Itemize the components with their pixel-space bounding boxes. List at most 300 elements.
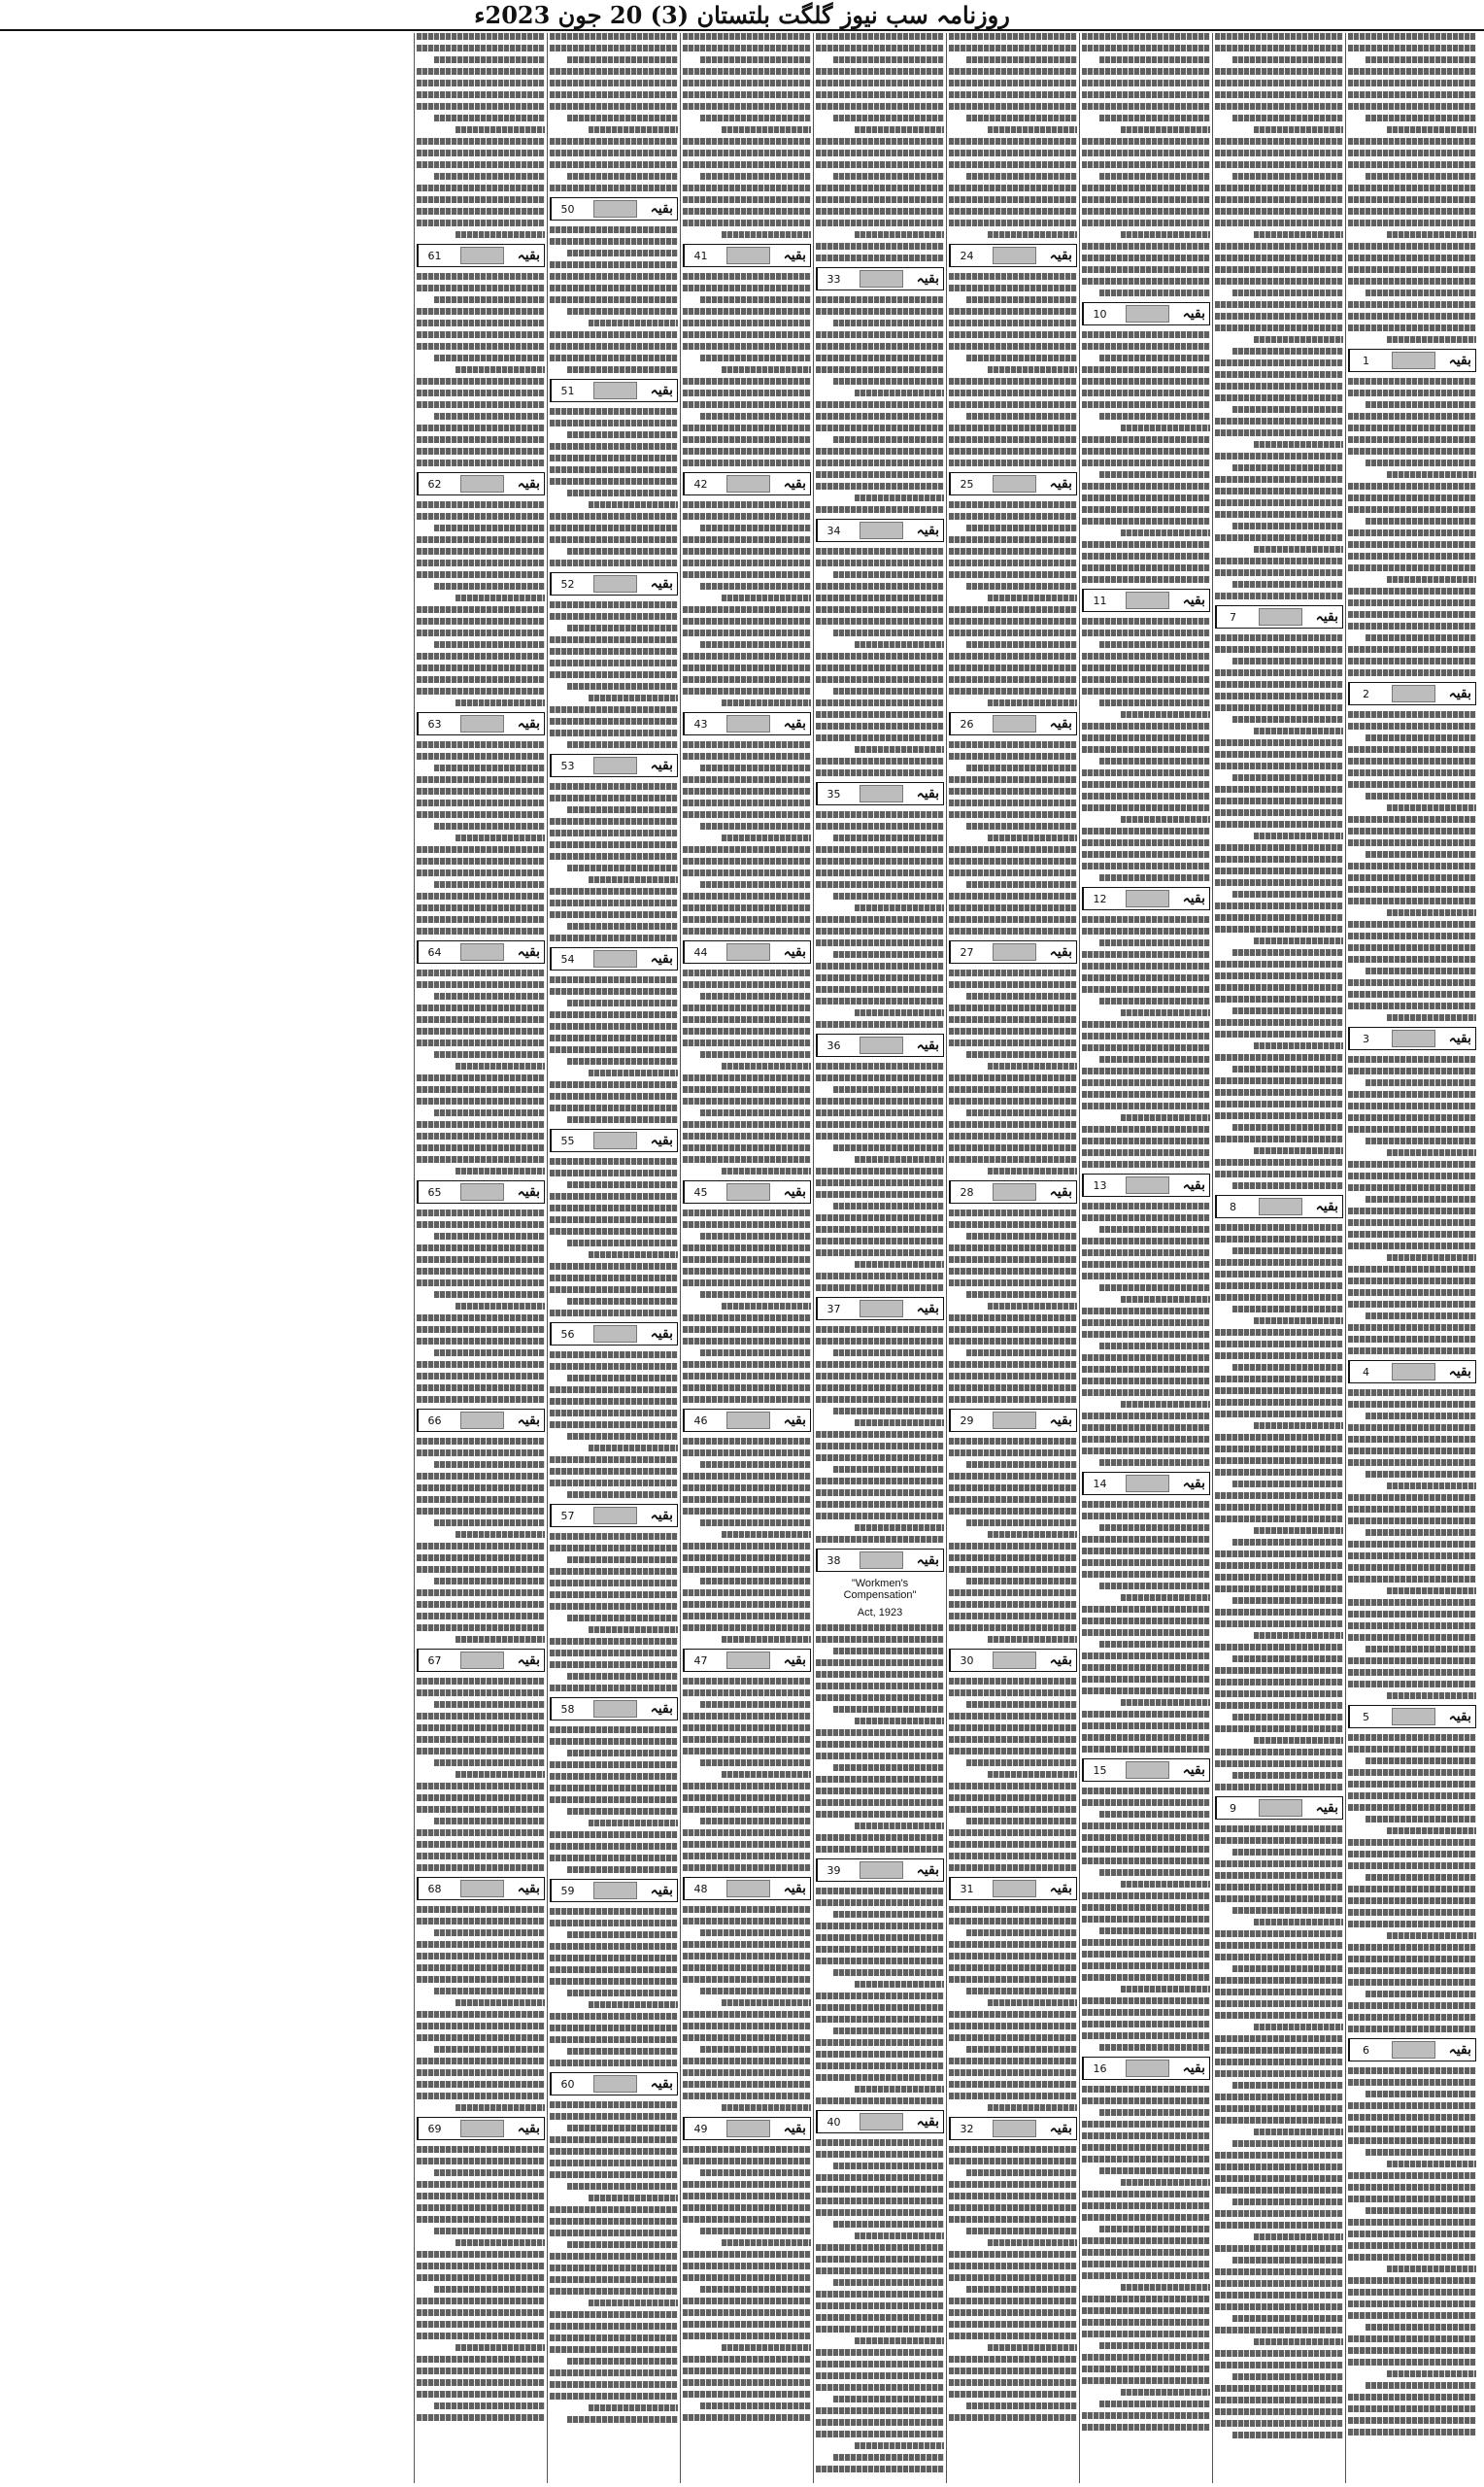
text-line [1215,926,1343,933]
continued-label: بقیہ [650,1701,673,1717]
text-line [455,2239,545,2246]
text-line [816,1683,944,1689]
continued-box [949,712,1077,735]
text-line [434,881,545,888]
text-line [1082,2132,1210,2139]
text-line [683,1221,811,1228]
text-line [417,1601,545,1608]
text-line [1366,1646,1476,1652]
text-line [683,981,811,988]
text-line [1121,2284,1210,2291]
text-line [1366,1874,1476,1881]
text-line [550,1386,678,1393]
text-line [1366,1196,1476,1203]
continued-label: بقیہ [1049,2121,1072,2136]
continued-bar [460,715,504,732]
text-line [1348,68,1476,75]
text-line [722,1531,811,1538]
text-line [1215,1089,1343,1096]
text-line [1082,839,1210,846]
text-line [949,1508,1077,1515]
text-line [1348,1103,1476,1109]
text-line [1082,723,1210,730]
text-line [683,1028,811,1035]
continued-bar [993,2120,1036,2137]
text-line [1348,1126,1476,1133]
text-line [1387,1482,1476,1489]
text-line [1348,1979,1476,1986]
continued-bar [726,943,770,961]
text-line [855,494,944,501]
text-line [683,653,811,660]
text-line [1348,1839,1476,1846]
text-line [417,1074,545,1081]
text-line [1348,2002,1476,2009]
text-line [1082,974,1210,981]
text-line [1215,1954,1343,1960]
continued-number: 39 [817,1859,850,1881]
text-line [417,320,545,326]
text-line [1348,1506,1476,1513]
text-line [949,1156,1077,1163]
text-line [550,671,678,678]
continued-label: بقیہ [916,271,939,287]
text-line [1082,769,1210,776]
text-line [683,1964,811,1971]
text-line [683,1613,811,1619]
text-line [816,1191,944,1198]
text-line [722,2239,811,2246]
text-line [1215,2268,1343,2275]
text-line [1215,2362,1343,2368]
text-line [1254,231,1343,238]
text-line [1232,2257,1343,2264]
text-line [434,1759,545,1766]
text-line [949,1853,1077,1859]
text-line [949,68,1077,75]
text-line [589,1820,678,1826]
text-line [683,103,811,110]
text-line [816,711,944,718]
continued-box [816,1858,944,1882]
text-line [949,1314,1077,1321]
continued-number: 51 [551,380,584,401]
text-line [1215,2035,1343,2042]
continued-number: 66 [418,1410,451,1431]
text-line [1348,33,1476,40]
text-line [550,648,678,655]
text-line [683,1566,811,1573]
text-line [1348,2137,1476,2144]
text-line [589,501,678,508]
continued-label: بقیہ [1182,306,1205,322]
continued-label: بقیہ [650,2076,673,2092]
text-line [417,1209,545,1216]
text-line [1232,2198,1343,2205]
text-line [949,1438,1077,1445]
text-line [1348,448,1476,455]
text-line [1082,243,1210,250]
text-line [434,296,545,303]
text-line [1082,150,1210,156]
text-line [816,2039,944,2046]
text-line [1232,581,1343,588]
text-line [988,126,1077,133]
text-line [1082,494,1210,501]
text-line [550,513,678,520]
continued-label: بقیہ [1448,1364,1471,1380]
text-line [417,343,545,350]
text-line [1215,903,1343,909]
text-line [949,208,1077,215]
text-line [1215,1825,1343,1832]
continued-box [1215,1796,1343,1820]
text-line [1215,1294,1343,1301]
text-line [949,1373,1077,1380]
text-line [1387,1014,1476,1021]
text-line [1099,1284,1210,1291]
text-line [683,664,811,671]
text-line [949,91,1077,98]
text-line [1348,1389,1476,1396]
text-line [816,2372,944,2379]
text-line [855,390,944,396]
masthead-title: روزنامہ سب نیوز گلگت بلتستان (3) 20 جون 2023ء [0,0,1484,31]
text-line [434,583,545,590]
continued-box [550,197,678,221]
text-line [816,138,944,145]
text-line [949,460,1077,466]
text-line [417,664,545,671]
text-line [816,2302,944,2309]
text-line [1215,2094,1343,2100]
text-line [1254,441,1343,448]
text-line [683,513,811,520]
text-line [816,1958,944,1964]
text-line [550,1533,678,1540]
text-line [816,1226,944,1233]
text-line [1232,290,1343,296]
continued-number: 4 [1349,1361,1382,1382]
text-line [816,196,944,203]
text-line [1348,944,1476,951]
text-line [949,904,1077,911]
text-line [683,618,811,625]
text-line [1215,2222,1343,2229]
text-line [567,625,678,631]
text-line [1348,1781,1476,1788]
text-line [1254,2338,1343,2345]
text-line [1348,161,1476,168]
text-line [949,2216,1077,2223]
text-line [417,1086,545,1093]
text-line [417,273,545,280]
continued-bar [726,715,770,732]
text-line [550,2206,678,2213]
continued-label: بقیہ [517,1881,540,1896]
text-line [1082,1788,1210,1794]
continued-box [1348,682,1476,705]
text-line [1215,1504,1343,1511]
text-line [1254,546,1343,553]
text-line [816,998,944,1005]
text-line [1099,1927,1210,1934]
text-line [417,1829,545,1836]
text-line [1254,1042,1343,1049]
text-line [1082,1664,1210,1671]
text-line [949,2146,1077,2153]
text-line [683,1449,811,1456]
text-line [1082,506,1210,513]
text-line [1215,1644,1343,1651]
text-line [722,1063,811,1070]
text-line [1082,618,1210,625]
text-line [683,1678,811,1685]
text-line [1348,2079,1476,2086]
text-line [1348,266,1476,273]
text-line [949,2321,1077,2328]
text-line [683,1473,811,1480]
text-line [1254,1527,1343,1534]
text-line [434,1109,545,1116]
text-line [816,2186,944,2193]
text-line [949,1144,1077,1151]
continued-bar [860,522,903,539]
text-line [434,173,545,180]
text-line [1348,255,1476,261]
continued-box [550,1504,678,1527]
continued-bar [726,1183,770,1201]
text-line [1082,518,1210,525]
text-line [1387,576,1476,583]
text-line [949,741,1077,748]
text-line [683,2298,811,2304]
text-line [949,2263,1077,2269]
text-line [1082,2009,1210,2016]
text-line [683,846,811,853]
news-column [1345,33,1478,2483]
text-line [1215,2070,1343,2077]
text-line [1099,1343,1210,1349]
continued-bar [860,2113,903,2130]
text-line [434,1988,545,1994]
text-line [550,1310,678,1316]
text-line [683,80,811,86]
text-line [1215,1271,1343,1278]
text-line [1215,569,1343,576]
text-line [417,1098,545,1105]
continued-bar [593,1882,637,1899]
text-line [417,1396,545,1403]
text-line [816,1993,944,1999]
text-line [1082,1238,1210,1244]
text-line [1348,390,1476,396]
text-line [949,1724,1077,1731]
text-line [855,1524,944,1531]
text-line [1232,464,1343,471]
text-line [417,970,545,976]
text-line [1082,1513,1210,1519]
text-line [550,2101,678,2108]
text-line [1082,2272,1210,2279]
text-line [949,1941,1077,1948]
text-line [550,150,678,156]
text-line [833,571,944,578]
text-line [1121,1699,1210,1706]
text-line [1254,833,1343,839]
text-line [949,2298,1077,2304]
continued-box [816,1034,944,1057]
text-line [455,595,545,601]
text-line [1348,45,1476,51]
text-line [700,2286,811,2293]
text-line [1215,1171,1343,1177]
text-line [700,1461,811,1468]
text-line [966,993,1077,1000]
text-line [1082,1079,1210,1086]
text-line [1348,1897,1476,1904]
continued-label: بقیہ [1182,891,1205,906]
text-line [417,1473,545,1480]
text-line [855,2232,944,2239]
text-line [550,343,678,350]
text-line [567,308,678,315]
text-line [816,653,944,660]
text-line [567,1866,678,1873]
continued-box [949,472,1077,495]
text-line [550,1761,678,1768]
continued-box [1348,1027,1476,1050]
text-line [1215,1376,1343,1382]
text-line [1348,991,1476,998]
continued-number: 10 [1083,303,1116,324]
text-line [417,1384,545,1391]
continued-box [949,1180,1077,1204]
text-line [1215,453,1343,460]
text-line [966,2286,1077,2293]
text-line [949,1256,1077,1263]
text-line [417,1144,545,1151]
text-line [1348,839,1476,846]
continued-number: 63 [418,713,451,734]
text-line [1082,448,1210,455]
text-line [816,80,944,86]
text-line [1082,828,1210,835]
continued-box [683,1649,811,1672]
text-line [550,2025,678,2031]
text-line [816,2139,944,2146]
text-line [1082,1331,1210,1338]
text-line [550,2136,678,2143]
text-line [966,525,1077,531]
text-line [1215,868,1343,874]
continued-bar [460,1412,504,1429]
text-line [417,91,545,98]
text-line [1366,1991,1476,1997]
text-line [683,2321,811,2328]
text-line [567,2183,678,2190]
continued-label: بقیہ [1448,686,1471,701]
text-line [1215,2047,1343,2054]
text-line [683,560,811,566]
text-line [417,1794,545,1801]
text-line [949,1016,1077,1023]
text-line [833,1203,944,1209]
text-line [550,888,678,895]
text-line [1082,1354,1210,1361]
text-line [1215,634,1343,641]
text-line [417,513,545,520]
text-line [417,1005,545,1011]
text-line [1082,1904,1210,1911]
text-line [1387,1692,1476,1699]
text-line [949,1976,1077,1983]
text-line [1099,1583,1210,1589]
text-line [700,2228,811,2234]
text-line [1082,951,1210,958]
text-line [816,858,944,865]
text-line [1348,2126,1476,2132]
text-line [589,695,678,701]
text-line [816,1671,944,1678]
text-line [1082,220,1210,226]
text-line [1215,1259,1343,1266]
text-line [1082,366,1210,373]
continued-label: بقیہ [650,1326,673,1342]
text-line [1215,2245,1343,2252]
continued-bar [726,1880,770,1897]
text-line [949,1338,1077,1345]
text-line [1387,1932,1476,1939]
text-line [1215,1609,1343,1616]
text-line [683,1338,811,1345]
text-line [1215,2408,1343,2415]
text-line [417,1121,545,1128]
text-line [722,366,811,373]
text-line [1099,1641,1210,1648]
news-column [946,33,1079,2483]
text-line [550,1591,678,1598]
continued-number: 2 [1349,683,1382,704]
text-line [816,1431,944,1438]
text-line [683,1806,811,1813]
text-line [1348,1734,1476,1741]
text-line [816,2244,944,2251]
continued-number: 15 [1083,1759,1116,1781]
text-line [1348,2184,1476,2191]
text-line [1348,529,1476,536]
text-line [1082,928,1210,935]
continued-bar [993,1412,1036,1429]
text-line [567,1990,678,1996]
text-line [949,916,1077,923]
text-line [722,1636,811,1643]
text-line [855,746,944,753]
text-line [949,33,1077,40]
text-line [722,2104,811,2111]
text-line [833,378,944,385]
continued-number: 58 [551,1698,584,1720]
text-line [1215,1550,1343,1557]
text-line [550,1158,678,1165]
text-line [683,869,811,876]
text-line [683,273,811,280]
text-line [567,1931,678,1938]
text-line [683,1016,811,1023]
continued-number: 52 [551,573,584,595]
text-line [683,1736,811,1743]
text-line [1215,1749,1343,1755]
